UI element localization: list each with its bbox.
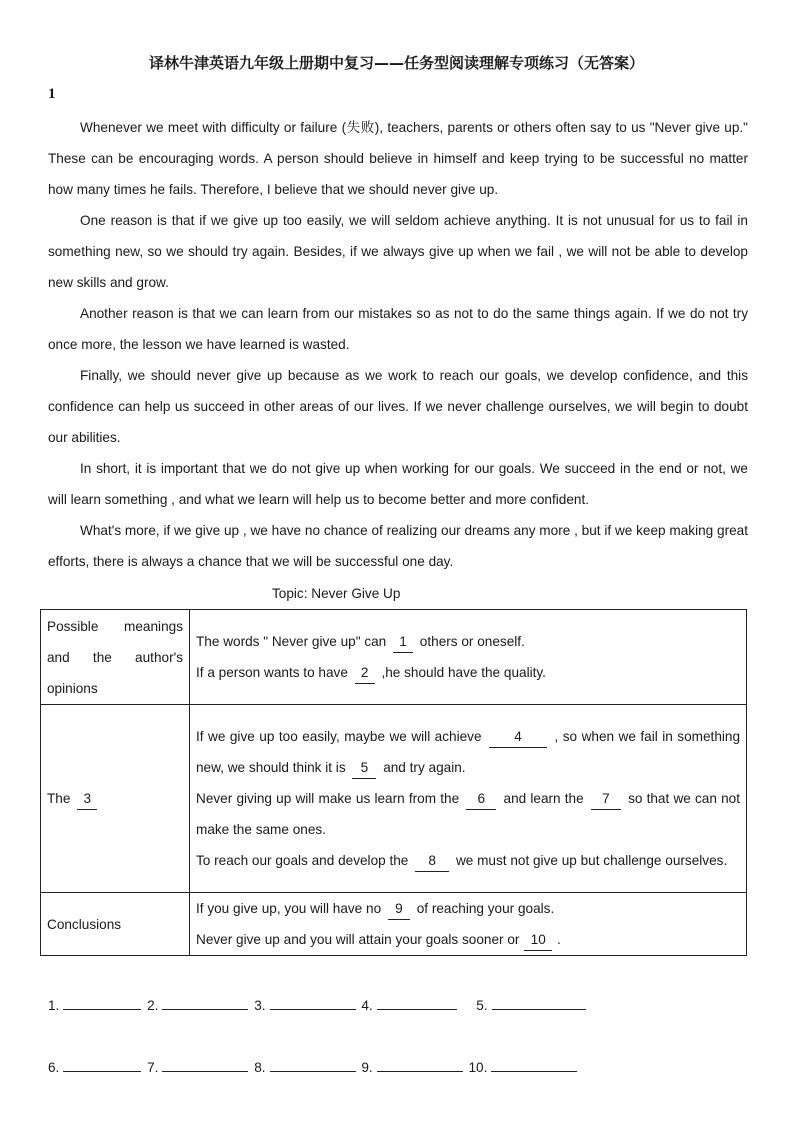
- passage-paragraph: Whenever we meet with difficulty or failure (失败), teachers, parents or others often say to us "Never give up." These can be encouraging words. A person should believe in himself and keep trying to be successful no matter how many times he fails. Therefore, I believe that we should never give up.: [48, 120, 748, 197]
- row-label-meanings: Possible meanings and the author's opinions: [41, 610, 190, 705]
- answer-label-1: 1.: [48, 998, 60, 1013]
- content-paragraph: [196, 721, 740, 783]
- answer-line-8[interactable]: [270, 1057, 356, 1072]
- blank-5: 5: [352, 758, 376, 779]
- text-segment: others or oneself.: [419, 634, 525, 649]
- text-segment: and learn the: [503, 791, 584, 806]
- blank-1: 1: [393, 632, 413, 653]
- answer-label-6: 6.: [48, 1060, 60, 1075]
- content-line: [196, 626, 740, 657]
- text-segment: .: [556, 932, 561, 947]
- answer-line-2[interactable]: [162, 995, 248, 1010]
- row-content-meanings: [190, 610, 747, 705]
- answer-line-10[interactable]: [491, 1057, 577, 1072]
- text-segment: Never giving up will make us learn from the: [196, 791, 460, 806]
- blank-2: 2: [355, 663, 375, 684]
- answer-line-3[interactable]: [270, 995, 356, 1010]
- answer-line-6[interactable]: [63, 1057, 141, 1072]
- text-segment: If we give up too easily, maybe we will achieve: [196, 729, 482, 744]
- answer-label-2: 2.: [147, 998, 159, 1013]
- blank-6: 6: [466, 789, 496, 810]
- answer-line-1[interactable]: [63, 995, 141, 1010]
- text-segment: , so when we fail in something new, we should think it is: [196, 729, 741, 775]
- table-row: [41, 610, 747, 705]
- content-paragraph: [196, 783, 740, 845]
- answer-label-7: 7.: [147, 1060, 159, 1075]
- answer-label-3: 3.: [254, 998, 266, 1013]
- section-number: 1: [48, 86, 56, 102]
- text-segment: so that we can not make the same ones.: [196, 791, 741, 837]
- reading-passage: [48, 112, 748, 577]
- row-content-reasons: [190, 705, 747, 893]
- answer-line-4[interactable]: [377, 995, 457, 1010]
- answer-label-4: 4.: [361, 998, 373, 1013]
- text-segment: If you give up, you will have no: [196, 901, 382, 916]
- content-line: [196, 924, 740, 955]
- text-segment: ,he should have the quality.: [381, 665, 546, 680]
- answer-line-7[interactable]: [162, 1057, 248, 1072]
- task-table: [40, 609, 747, 956]
- row-label-conclusions: Conclusions: [41, 893, 190, 956]
- passage-paragraph: In short, it is important that we do not give up when working for our goals. We succeed in the end or not, we will learn something , and what we learn will help us to become better and more confident.: [48, 461, 748, 507]
- table-row: [41, 705, 747, 893]
- document-title: 译林牛津英语九年级上册期中复习——任务型阅读理解专项练习（无答案）: [148, 54, 644, 72]
- blank-8: 8: [415, 851, 449, 872]
- text-segment: The: [47, 791, 71, 806]
- answer-label-10: 10.: [468, 1060, 488, 1075]
- row-label-the: [41, 705, 190, 893]
- blank-10: 10: [524, 930, 552, 951]
- answer-row-1: [48, 995, 588, 1013]
- content-paragraph: [196, 845, 740, 876]
- table-topic: Topic: Never Give Up: [272, 586, 401, 601]
- text-segment: and try again.: [383, 760, 466, 775]
- passage-paragraph: Finally, we should never give up because as we work to reach our goals, we develop confidence, and this confidence can help us succeed in other areas of our lives. If we never challenge ourselves, we will begin to doubt our abilities.: [48, 368, 748, 445]
- text-segment: If a person wants to have: [196, 665, 348, 680]
- passage-paragraph: Another reason is that we can learn from our mistakes so as not to do the same things again. If we do not try once more, the lesson we have learned is wasted.: [48, 306, 748, 352]
- blank-4: 4: [489, 727, 547, 748]
- passage-paragraph: What's more, if we give up , we have no chance of realizing our dreams any more , but if we keep making great efforts, there is always a chance that we will be successful one day.: [48, 523, 748, 569]
- passage-paragraph: One reason is that if we give up too easily, we will seldom achieve anything. It is not unusual for us to fail in something new, so we should try again. Besides, if we always give up when we fail , we will not be able to develop new skills and grow.: [48, 213, 748, 290]
- text-segment: of reaching your goals.: [416, 901, 555, 916]
- row-content-conclusions: [190, 893, 747, 956]
- text-segment: The words " Never give up" can: [196, 634, 387, 649]
- text-segment: Never give up and you will attain your goals sooner or: [196, 932, 520, 947]
- content-line: [196, 893, 740, 924]
- blank-7: 7: [591, 789, 621, 810]
- answer-label-9: 9.: [361, 1060, 373, 1075]
- blank-9: 9: [388, 899, 410, 920]
- text-segment: To reach our goals and develop the: [196, 853, 409, 868]
- answer-row-2: [48, 1057, 579, 1075]
- answer-line-5[interactable]: [492, 995, 586, 1010]
- answer-line-9[interactable]: [377, 1057, 463, 1072]
- text-segment: we must not give up but challenge ourselves.: [455, 853, 728, 868]
- answer-label-5: 5.: [476, 998, 488, 1013]
- answer-label-8: 8.: [254, 1060, 266, 1075]
- table-row: [41, 893, 747, 956]
- blank-3: 3: [77, 789, 97, 810]
- content-line: [196, 657, 740, 688]
